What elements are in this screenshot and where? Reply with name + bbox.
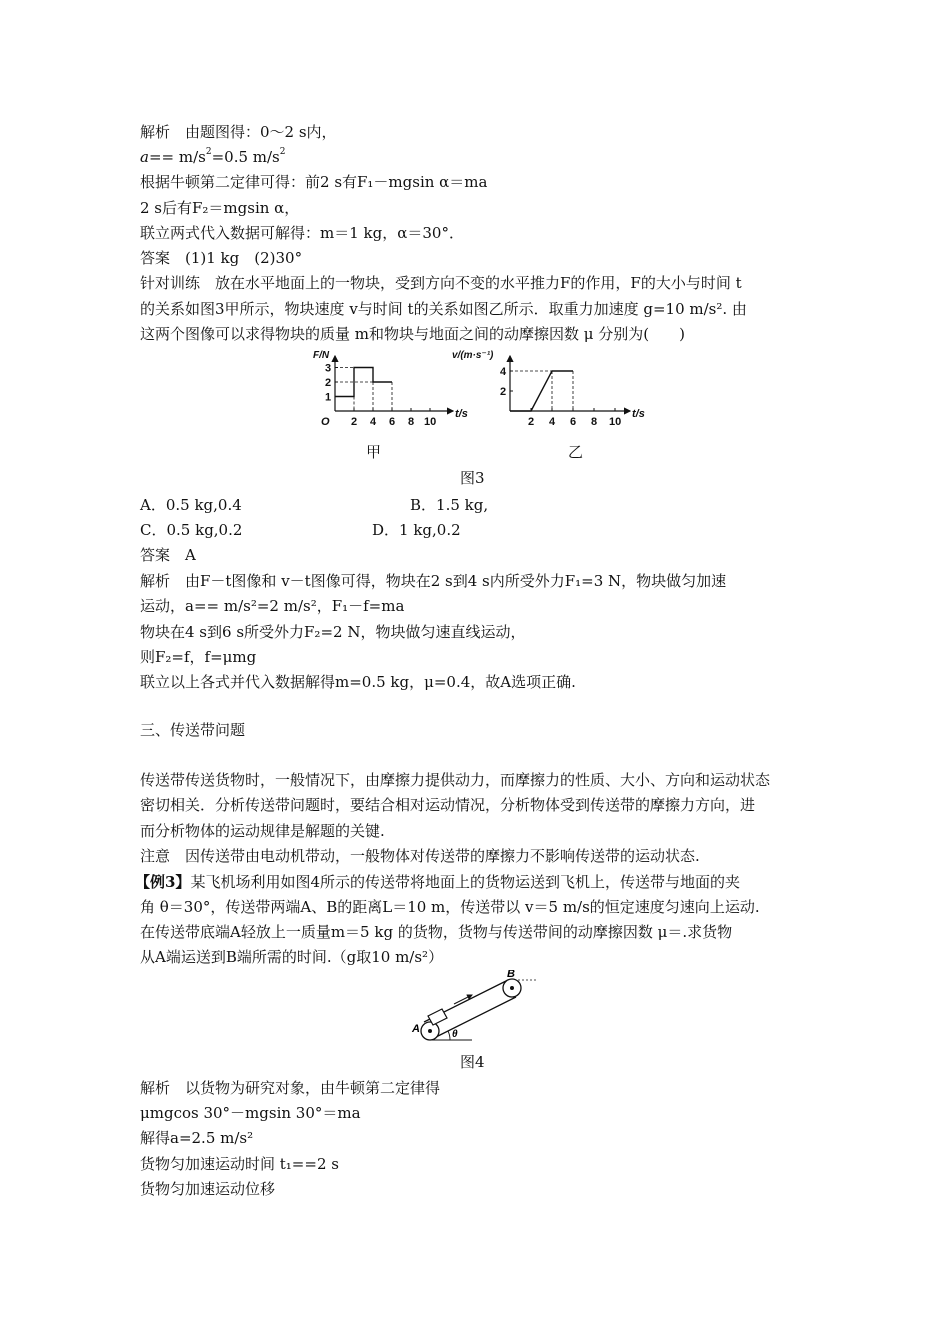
label-b: B bbox=[507, 970, 515, 980]
option-d: D．1 kg,0.2 bbox=[372, 521, 461, 539]
y-axis-label: v/(m·s⁻¹) bbox=[452, 350, 494, 361]
example-3-line-3: 在传送带底端A轻放上一质量m＝5 kg 的货物，货物与传送带间的动摩擦因数 μ＝.求货物 bbox=[140, 923, 733, 941]
analysis-2-line-1: 解析 由F－t图像和 v－t图像可得，物块在2 s到4 s内所受外力F₁=3 N，物块做匀加速 bbox=[140, 572, 727, 590]
analysis-3-line-2: μmgcos 30°－mgsin 30°＝ma bbox=[140, 1104, 361, 1122]
option-a: A．0.5 kg,0.4 bbox=[140, 496, 242, 514]
x-tick-label: 8 bbox=[591, 416, 598, 428]
y-tick-label: 4 bbox=[500, 366, 507, 378]
analysis-2-line-4: 则F₂=f，f=μmg bbox=[140, 648, 257, 666]
practice-line-3: 这两个图像可以求得物块的质量 m和物块与地面之间的动摩擦因数 μ 分别为( ) bbox=[140, 325, 685, 343]
analysis-1-line-3: 根据牛顿第二定律可得：前2 s有F₁－mgsin α＝ma bbox=[140, 173, 488, 191]
section-3-para-3: 而分析物体的运动规律是解题的关键. bbox=[140, 822, 385, 840]
example-3-text: 某飞机场利用如图4所示的传送带将地面上的货物运送到飞机上，传送带与地面的夹 bbox=[190, 873, 740, 891]
chart-left bbox=[313, 350, 468, 428]
x-tick-label: 8 bbox=[408, 416, 415, 428]
analysis-2-line-3: 物块在4 s到6 s所受外力F₂=2 N，物块做匀速直线运动， bbox=[140, 623, 526, 641]
option-c: C．0.5 kg,0.2 bbox=[140, 521, 243, 539]
x-tick-label: 2 bbox=[528, 416, 535, 428]
exp: 2 bbox=[205, 147, 212, 157]
example-3-line-4: 从A端运送到B端所需的时间.（g取10 m/s²） bbox=[140, 948, 444, 966]
answer-1: 答案 (1)1 kg (2)30° bbox=[140, 249, 303, 267]
x-tick-label: 6 bbox=[570, 416, 577, 428]
data-series-line bbox=[510, 371, 573, 411]
analysis-3-line-5: 货物匀加速运动位移 bbox=[140, 1180, 276, 1198]
figure-4-caption: 图4 bbox=[460, 1053, 485, 1071]
analysis-1-line-1: 解析 由题图得：0～2 s内， bbox=[140, 123, 337, 141]
analysis-2-line-5: 联立以上各式并代入数据解得m=0.5 kg，μ=0.4，故A选项正确. bbox=[140, 673, 576, 691]
example-3-tag: 【例3】 bbox=[135, 873, 191, 891]
y-tick-label: 1 bbox=[325, 391, 332, 404]
label-a: A bbox=[412, 1023, 420, 1035]
x-tick-label: 10 bbox=[609, 416, 622, 428]
example-3-line-1 bbox=[135, 872, 740, 892]
practice-line-1: 针对训练 放在水平地面上的一物块，受到方向不变的水平推力F的作用，F的大小与时间 t bbox=[140, 274, 742, 292]
option-b: B．1.5 kg, bbox=[410, 496, 489, 514]
analysis-1-line-4: 2 s后有F₂＝mgsin α， bbox=[140, 199, 300, 217]
answer-2: 答案 A bbox=[140, 546, 196, 564]
x-tick-label: 10 bbox=[424, 416, 437, 428]
chart-right bbox=[452, 350, 645, 428]
formula-part: =0.5 m/s bbox=[211, 148, 280, 166]
y-tick-label: 2 bbox=[500, 386, 507, 398]
angle-arc bbox=[448, 1031, 450, 1040]
analysis-2-line-2: 运动，a== m/s²=2 m/s²，F₁－f=ma bbox=[140, 597, 405, 615]
x-tick-label: 4 bbox=[370, 416, 377, 428]
analysis-1-line-2 bbox=[140, 147, 285, 167]
analysis-3-line-3: 解得a=2.5 m/s² bbox=[140, 1129, 254, 1147]
section-3-heading: 三、传送带问题 bbox=[140, 721, 246, 739]
analysis-3-line-4: 货物匀加速运动时间 t₁==2 s bbox=[140, 1155, 339, 1173]
origin-label: O bbox=[321, 416, 330, 428]
label-theta: θ bbox=[452, 1029, 458, 1040]
y-tick-label: 3 bbox=[325, 362, 332, 375]
figure-3-caption: 图3 bbox=[460, 469, 485, 487]
analysis-3-line-1: 解析 以货物为研究对象，由牛顿第二定律得 bbox=[140, 1079, 441, 1097]
x-tick-label: 6 bbox=[389, 416, 396, 428]
section-3-note: 注意 因传送带由电动机带动，一般物体对传送带的摩擦力不影响传送带的运动状态. bbox=[140, 847, 700, 865]
data-series-line bbox=[335, 368, 392, 397]
figure-3-sub-right: 乙 bbox=[568, 443, 584, 461]
x-axis-label: t/s bbox=[632, 408, 645, 420]
figure-3 bbox=[300, 348, 660, 466]
x-tick-label: 2 bbox=[351, 416, 358, 428]
practice-line-2: 的关系如图3甲所示，物块速度 v与时间 t的关系如图乙所示．取重力加速度 g=10 m/s². 由 bbox=[140, 300, 747, 318]
var-a: a bbox=[140, 148, 149, 166]
analysis-1-line-5: 联立两式代入数据可解得：m＝1 kg，α＝30°． bbox=[140, 224, 464, 242]
section-3-para-1: 传送带传送货物时，一般情况下，由摩擦力提供动力，而摩擦力的性质、大小、方向和运动状态 bbox=[140, 771, 771, 789]
y-tick-label: 2 bbox=[325, 377, 332, 389]
formula-part: == m/s bbox=[148, 148, 206, 166]
figure-3-sub-left: 甲 bbox=[366, 443, 382, 461]
x-tick-label: 4 bbox=[549, 416, 556, 428]
y-axis-label: F/N bbox=[313, 350, 330, 361]
exp: 2 bbox=[279, 147, 286, 157]
section-3-para-2: 密切相关．分析传送带问题时，要结合相对运动情况，分析物体受到传送带的摩擦力方向，进 bbox=[140, 796, 756, 814]
figure-4 bbox=[410, 970, 540, 1050]
x-axis-label: t/s bbox=[455, 408, 468, 420]
pulley-b-axle bbox=[510, 986, 514, 990]
pulley-a-axle bbox=[428, 1029, 432, 1033]
example-3-line-2: 角 θ＝30°，传送带两端A、B的距离L＝10 m，传送带以 v＝5 m/s的恒定速度匀速向上运动. bbox=[140, 898, 760, 916]
